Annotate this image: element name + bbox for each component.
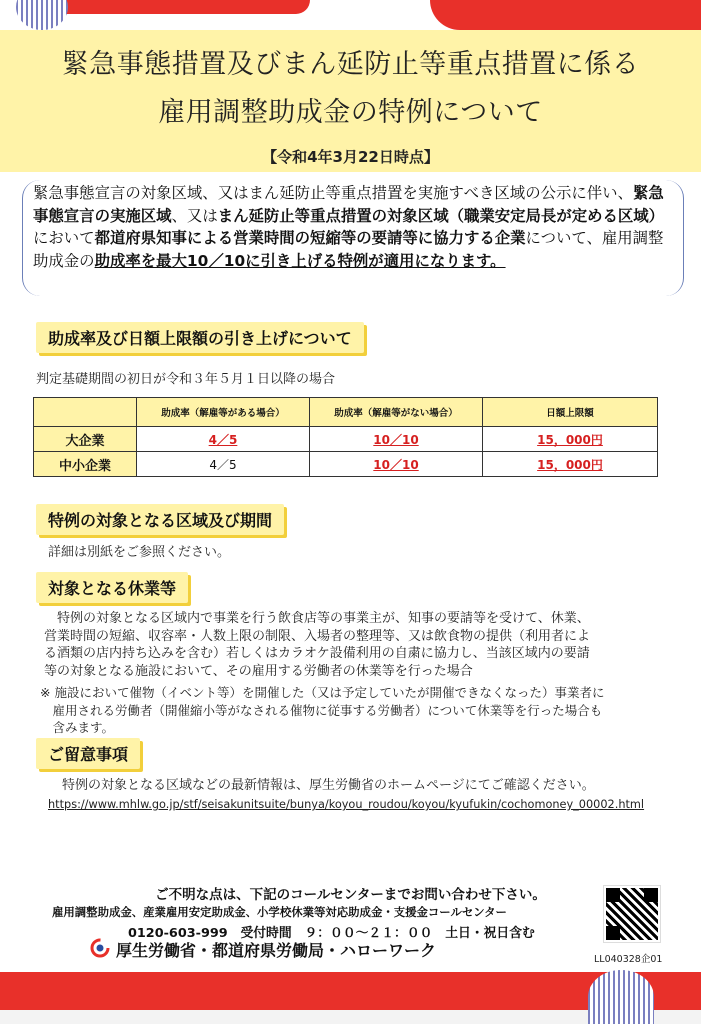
- row-label-large-company: 大企業: [34, 427, 137, 452]
- section-heading-leave: 対象となる休業等: [36, 572, 188, 603]
- leave-note: [40, 684, 680, 737]
- table-row: [34, 452, 658, 477]
- table-header-daily-cap: 日額上限額: [483, 398, 658, 427]
- row-label-sme: 中小企業: [34, 452, 137, 477]
- cell-rate-without-dismissal: 10／10: [373, 432, 419, 447]
- document-code: LL040328企01: [594, 954, 663, 965]
- intro-emphasis-1: 緊急事態宣言の実施区域: [33, 184, 664, 225]
- intro-text-1: 緊急事態宣言の対象区域、又はまん延防止等重点措置を実施すべき区域の公示に伴い、: [33, 184, 633, 202]
- title-line-1: 緊急事態措置及びまん延防止等重点措置に係る: [61, 49, 640, 80]
- leave-note-line: 含みます。: [40, 720, 115, 735]
- leave-note-line: ※ 施設において催物（イベント等）を開催した（又は予定していたが開催できなくなった）事業者に: [40, 685, 605, 700]
- leave-line: 等の対象となる施設において、その雇用する労働者の休業等を行った場合: [44, 663, 473, 679]
- leave-line: 特例の対象となる区域内で事業を行う飲食店等の事業主が、知事の要請等を受けて、休業、: [44, 611, 590, 626]
- intro-emphasis-2: まん延防止等重点措置の対象区域（職業安定局長が定める区域）: [217, 206, 665, 225]
- table-header-blank: [34, 398, 137, 427]
- intro-emphasis-4: 助成率を最大10／10に引き上げる特例が適用になります。: [94, 251, 506, 270]
- intro-text-4: について、雇用調整助成金の: [33, 229, 664, 270]
- table-row: [34, 427, 658, 452]
- intro-text-3: において: [33, 229, 95, 247]
- striped-circle-decoration: [588, 970, 654, 1024]
- footer-organization: 厚生労働省・都道府県労働局・ハローワーク: [116, 941, 437, 960]
- table-header-rate-with-dismissal: 助成率（解雇等がある場合）: [137, 398, 310, 427]
- rates-condition-note: 判定基礎期間の初日が令和３年５月１日以降の場合: [36, 372, 336, 387]
- leave-note-line: 雇用される労働者（開催縮小等がなされる催物に従事する労働者）について休業等を行った場合も: [40, 702, 603, 718]
- table-header-row: [34, 398, 658, 427]
- table-header-rate-without-dismissal: 助成率（解雇等がない場合）: [310, 398, 483, 427]
- footer-callcenter-name: 雇用調整助成金、産業雇用安定助成金、小学校休業等対応助成金・支援金コールセンター: [52, 905, 507, 919]
- cell-daily-cap: 15，000円: [537, 457, 603, 472]
- date-stamp: 【令和4年3月22日時点】: [262, 148, 439, 166]
- rates-table: [33, 397, 658, 477]
- section-heading-areas: 特例の対象となる区域及び期間: [36, 504, 284, 535]
- cell-daily-cap: 15，000円: [537, 432, 603, 447]
- intro-box: [22, 180, 684, 296]
- section-heading-rates: 助成率及び日額上限額の引き上げについて: [36, 322, 364, 353]
- section-heading-notes: ご留意事項: [36, 738, 140, 769]
- cell-rate-with-dismissal: 4／5: [208, 432, 238, 447]
- top-red-band-left: [40, 0, 310, 14]
- qr-code-icon[interactable]: [604, 886, 660, 942]
- top-red-band-right: [430, 0, 701, 30]
- cell-rate-without-dismissal: 10／10: [373, 457, 419, 472]
- areas-text: 詳細は別紙をご参照ください。: [48, 545, 231, 560]
- title-line-2: 雇用調整助成金の特例について: [158, 97, 543, 128]
- notes-text: 特例の対象となる区域などの最新情報は、厚生労働省のホームページにてご確認ください。: [62, 778, 595, 793]
- mhlw-logo-icon: [90, 938, 110, 958]
- intro-text-2: 、又は: [171, 206, 218, 225]
- mhlw-url-link[interactable]: https://www.mhlw.go.jp/stf/seisakunitsuite/bunya/koyou_roudou/koyou/kyufukin/cochomoney_00002.html: [48, 798, 645, 811]
- leave-description: [44, 610, 684, 680]
- intro-emphasis-3: 都道府県知事による営業時間の短縮等の要請等に協力する企業: [94, 229, 526, 247]
- footer-phone-hours: 0120-603-999 受付時間 ９：００～２１：００ 土日・祝日含む: [128, 926, 535, 941]
- cell-rate-with-dismissal: 4／5: [137, 452, 310, 477]
- footer-inquiry: ご不明な点は、下記のコールセンターまでお問い合わせ下さい。: [155, 887, 546, 903]
- leave-line: 営業時間の短縮、収容率・人数上限の制限、入場者の整理等、又は飲食物の提供（利用者によ: [44, 628, 591, 644]
- leave-line: る酒類の店内持ち込みを含む）若しくはカラオケ設備利用の自粛に協力し、当該区域内の要請: [44, 646, 590, 661]
